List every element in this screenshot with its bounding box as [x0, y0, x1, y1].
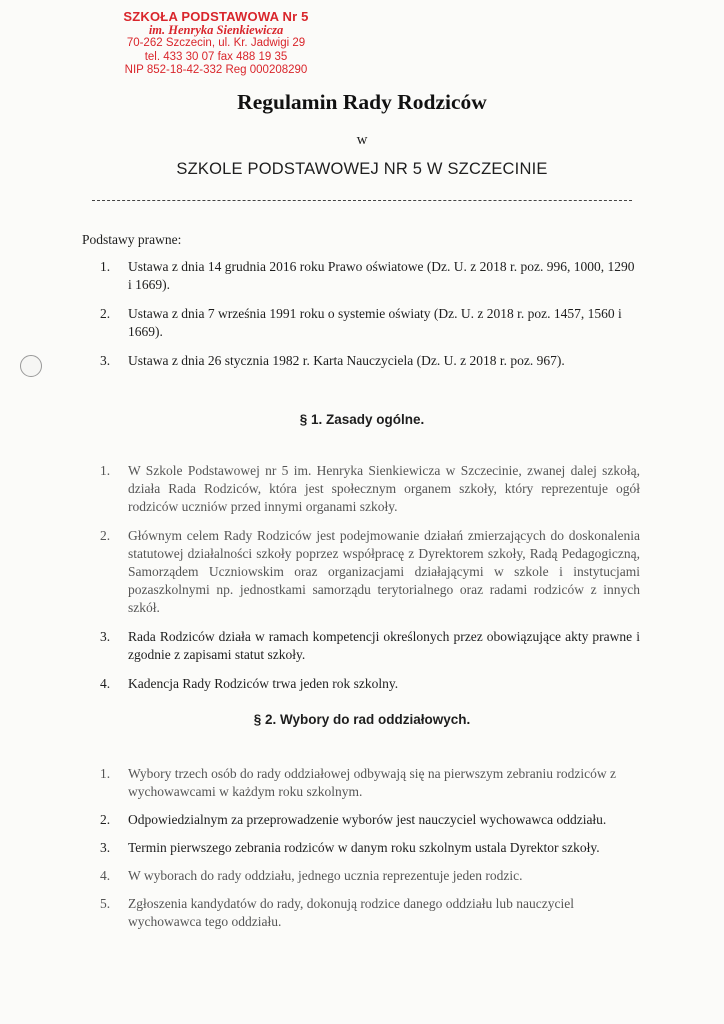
list-item: [100, 628, 640, 664]
stamp-address: 70-262 Szczecin, ul. Kr. Jadwigi 29: [126, 37, 306, 49]
item-number: 3.: [100, 353, 111, 368]
legal-basis-label: Podstawy prawne:: [82, 232, 182, 247]
stamp-school-name: SZKOŁA PODSTAWOWA Nr 5: [123, 9, 309, 24]
list-item: [100, 811, 640, 829]
item-number: 2.: [100, 812, 111, 827]
list-item: [100, 462, 640, 516]
list-item: [100, 839, 640, 857]
item-text: Odpowiedzialnym za przeprowadzenie wyborów jest nauczyciel wychowawca oddziału.: [128, 812, 607, 827]
item-number: 4.: [100, 676, 111, 691]
item-text: Ustawa z dnia 14 grudnia 2016 roku Prawo oświatowe (Dz. U. z 2018 r. poz. 996, 1000, 1290 i 1669).: [128, 259, 635, 292]
section-2-list: [100, 765, 640, 941]
list-item: [100, 867, 640, 885]
document-title: Regulamin Rady Rodziców: [237, 90, 487, 114]
stamp-nip: NIP 852-18-42-332 Reg 000208290: [124, 64, 308, 76]
list-item: [100, 765, 640, 801]
item-text: Rada Rodziców działa w ramach kompetencji określonych przez obowiązujące akty prawne i zgodnie z zapisami statut szkoły.: [128, 629, 640, 662]
item-text: Ustawa z dnia 7 września 1991 roku o systemie oświaty (Dz. U. z 2018 r. poz. 1457, 1560 i 1669).: [128, 306, 622, 339]
item-text: Termin pierwszego zebrania rodziców w danym roku szkolnym ustala Dyrektor szkoły.: [128, 840, 600, 855]
section-1-list: [100, 462, 640, 704]
item-text: W Szkole Podstawowej nr 5 im. Henryka Sienkiewicza w Szczecinie, zwanej dalej szkołą, działa Rada Rodziców, która jest społecznym organem szkoły, który reprezentuje ogół rodziców uczniów przed innymi organami szkoły.: [128, 463, 640, 514]
item-number: 2.: [100, 528, 111, 543]
item-number: 4.: [100, 868, 111, 883]
item-number: 5.: [100, 896, 111, 911]
item-text: Wybory trzech osób do rady oddziałowej odbywają się na pierwszym zebraniu rodziców z wychowawcami w każdym roku szkolnym.: [128, 766, 617, 799]
list-item: [100, 352, 640, 370]
item-text: Kadencja Rady Rodziców trwa jeden rok szkolny.: [128, 676, 399, 691]
item-number: 3.: [100, 840, 111, 855]
school-stamp: [96, 10, 336, 78]
section-1-title: § 1. Zasady ogólne.: [299, 412, 425, 427]
item-number: 1.: [100, 463, 111, 478]
list-item: [100, 895, 640, 931]
item-text: Zgłoszenia kandydatów do rady, dokonują rodzice danego oddziału lub nauczyciel wychowawca tego oddziału.: [128, 896, 574, 929]
list-item: [100, 258, 640, 294]
stamp-patron: im. Henryka Sienkiewicza: [148, 22, 284, 37]
item-text: Ustawa z dnia 26 stycznia 1982 r. Karta Nauczyciela (Dz. U. z 2018 r. poz. 967).: [128, 353, 565, 368]
legal-basis-list: [100, 258, 640, 381]
title-conjunction: w: [356, 132, 368, 148]
stamp-phone: tel. 433 30 07 fax 488 19 35: [144, 50, 288, 63]
item-number: 1.: [100, 259, 111, 274]
list-item: [100, 305, 640, 341]
section-2-title: § 2. Wybory do rad oddziałowych.: [253, 712, 471, 727]
item-text: Głównym celem Rady Rodziców jest podejmowanie działań zmierzających do doskonalenia statutowej działalności szkoły poprzez współpracę z Dyrektorem szkoły, Radą Pedagogiczną, Samorządem Uczniowskim oraz organizacjami działającymi w szkole i instytucjami pozaszkolnymi np. jednostkami samorządu terytorialnego oraz radami rodziców z innych szkół.: [128, 528, 640, 615]
item-number: 3.: [100, 629, 111, 644]
item-number: 1.: [100, 766, 111, 781]
header-divider: [92, 200, 632, 201]
item-text: W wyborach do rady oddziału, jednego ucznia reprezentuje jeden rodzic.: [128, 868, 523, 883]
list-item: [100, 527, 640, 617]
item-number: 2.: [100, 306, 111, 321]
list-item: [100, 675, 640, 693]
document-subtitle: SZKOLE PODSTAWOWEJ NR 5 W SZCZECINIE: [176, 160, 548, 178]
punch-hole: [20, 355, 42, 377]
